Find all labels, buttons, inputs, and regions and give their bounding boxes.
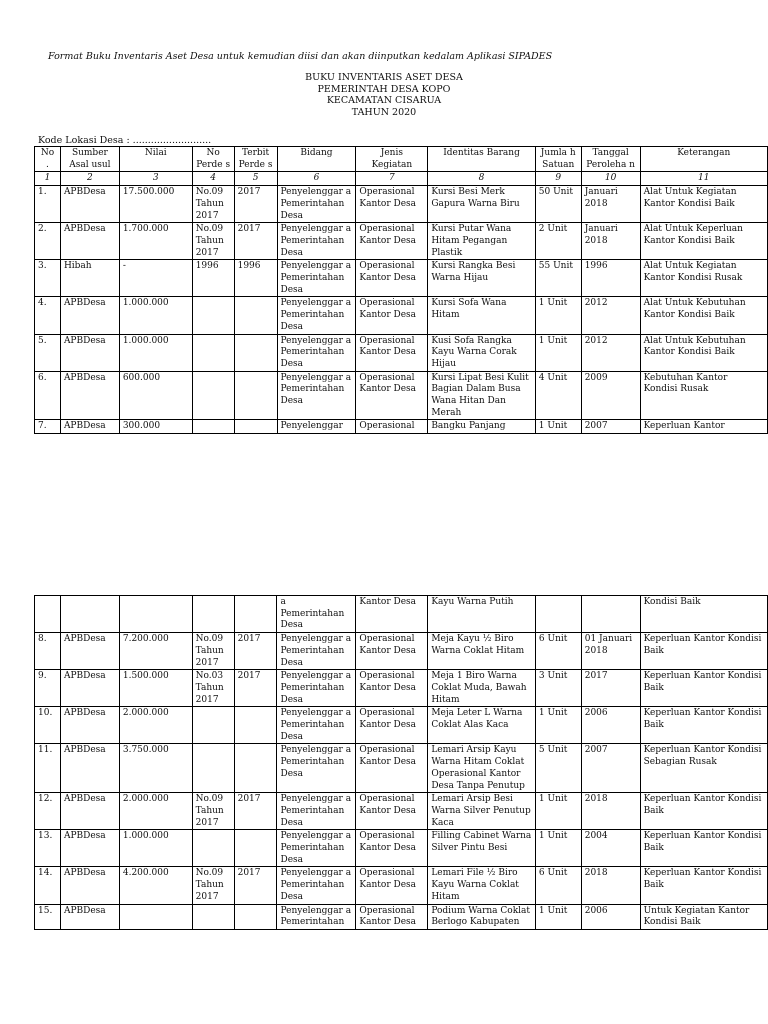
table-cell: Operasional Kantor Desa (356, 186, 428, 223)
table-cell: APBDesa (60, 633, 119, 670)
table-cell: APBDesa (60, 223, 119, 260)
table-cell: 1.000.000 (119, 334, 192, 371)
table-cell (535, 596, 581, 633)
table-cell: 17.500.000 (119, 186, 192, 223)
table-cell: 2.000.000 (119, 707, 192, 744)
table-cell: Kayu Warna Putih (428, 596, 536, 633)
table-cell: Operasional (356, 420, 428, 434)
table-row (35, 371, 768, 420)
table-body (35, 596, 768, 930)
table-cell: 7.200.000 (119, 633, 192, 670)
inventory-table-page-1 (34, 146, 768, 434)
table-row (35, 867, 768, 904)
table-cell: 6 Unit (535, 867, 581, 904)
table-cell (192, 904, 234, 929)
table-cell: Kursi Sofa Wana Hitam (428, 297, 535, 334)
table-cell: Alat Untuk Kebutuhan Kantor Kondisi Baik (640, 297, 767, 334)
table-cell: 1 Unit (535, 793, 581, 830)
table-cell: APBDesa (60, 707, 119, 744)
table-cell: 1 Unit (535, 420, 581, 434)
table-cell: Hibah (60, 260, 119, 297)
table-cell: APBDesa (60, 744, 119, 793)
table-cell: Untuk Kegiatan Kantor Kondisi Baik (640, 904, 767, 929)
table-cell: APBDesa (60, 904, 119, 929)
table-cell (192, 371, 234, 420)
table-cell: Keperluan Kantor Kondisi Baik (640, 830, 767, 867)
table-cell: Penyelenggar a Pemerintahan (277, 904, 356, 929)
table-cell: Meja 1 Biro Warna Coklat Muda, Bawah Hitam (428, 670, 536, 707)
table-row (35, 186, 768, 223)
table-cell: Keperluan Kantor Kondisi Baik (640, 633, 767, 670)
table-cell: Penyelenggar a Pemerintahan Desa (277, 297, 356, 334)
table-cell: Operasional Kantor Desa (356, 260, 428, 297)
table-cell: 5 Unit (535, 744, 581, 793)
table-cell: Lemari File ½ Biro Kayu Warna Coklat Hitam (428, 867, 536, 904)
table-cell (60, 596, 119, 633)
format-note: Format Buku Inventaris Aset Desa untuk kemudian diisi dan akan diinputkan kedalam Aplikasi SIPADES (48, 51, 553, 62)
table-cell: 13. (35, 830, 61, 867)
table-cell: 2.000.000 (119, 793, 192, 830)
header-row (35, 147, 768, 172)
table-cell (192, 596, 234, 633)
table-cell: 2006 (581, 707, 640, 744)
header-cell: No Perde s (192, 147, 234, 172)
table-cell: Alat Untuk Kegiatan Kantor Kondisi Baik (640, 186, 767, 223)
table-cell: No.09 Tahun 2017 (192, 867, 234, 904)
table-cell: APBDesa (60, 297, 119, 334)
table-cell: Penyelenggar a Pemerintahan Desa (277, 260, 356, 297)
inventory-table-page-2 (34, 595, 768, 930)
table-cell: Lemari Arsip Besi Warna Silver Penutup Kaca (428, 793, 536, 830)
table-cell: Kursi Putar Wana Hitam Pegangan Plastik (428, 223, 535, 260)
table-cell: 10. (35, 707, 61, 744)
table-cell: No.09 Tahun 2017 (192, 633, 234, 670)
table-cell: 300.000 (119, 420, 192, 434)
table-cell: No.09 Tahun 2017 (192, 793, 234, 830)
table-row (35, 793, 768, 830)
table-cell (119, 596, 192, 633)
header-cell: No . (35, 147, 61, 172)
table-cell: 2017 (234, 186, 277, 223)
table-cell: Kursi Besi Merk Gapura Warna Biru (428, 186, 535, 223)
table-cell: No.03 Tahun 2017 (192, 670, 234, 707)
table-cell: Penyelenggar a Pemerintahan Desa (277, 830, 356, 867)
table-cell (234, 744, 277, 793)
table-cell: 6 Unit (535, 633, 581, 670)
table-cell: 2017 (234, 670, 277, 707)
table-cell (234, 830, 277, 867)
table-row (35, 334, 768, 371)
table-cell: Penyelenggar a Pemerintahan Desa (277, 633, 356, 670)
table-cell (234, 334, 277, 371)
header-cell: Sumber Asal usul (60, 147, 119, 172)
table-cell: 1 Unit (535, 297, 581, 334)
table-cell (234, 371, 277, 420)
header-cell: Nilai (119, 147, 192, 172)
title-line: BUKU INVENTARIS ASET DESA (305, 72, 463, 83)
table-cell: APBDesa (60, 867, 119, 904)
table-cell: 7. (35, 420, 61, 434)
table-cell: 3.750.000 (119, 744, 192, 793)
table-row (35, 830, 768, 867)
table-cell: Penyelenggar a Pemerintahan Desa (277, 707, 356, 744)
column-number: 4 (192, 172, 234, 186)
table-cell: 2004 (581, 830, 640, 867)
table-cell: Keperluan Kantor (640, 420, 767, 434)
table-cell: 4.200.000 (119, 867, 192, 904)
table-cell (234, 904, 277, 929)
table-cell: APBDesa (60, 186, 119, 223)
table-cell: 11. (35, 744, 61, 793)
table-cell: 1 Unit (535, 334, 581, 371)
table-cell: 1 Unit (535, 904, 581, 929)
table-cell: Operasional Kantor Desa (356, 670, 428, 707)
table-cell: 2012 (581, 297, 640, 334)
table-cell: Kondisi Baik (640, 596, 767, 633)
table-cell: APBDesa (60, 793, 119, 830)
table-cell: Kursi Lipat Besi Kulit Bagian Dalam Busa Wana Hitan Dan Merah (428, 371, 535, 420)
table-cell: APBDesa (60, 371, 119, 420)
column-number-row (35, 172, 768, 186)
table-cell: 55 Unit (535, 260, 581, 297)
table-row (35, 904, 768, 929)
column-number: 3 (119, 172, 192, 186)
table-cell: 2017 (234, 633, 277, 670)
table-cell: Filling Cabinet Warna Silver Pintu Besi (428, 830, 536, 867)
table-cell: Operasional Kantor Desa (356, 633, 428, 670)
table-cell: Alat Untuk Kegiatan Kantor Kondisi Rusak (640, 260, 767, 297)
table-cell: 50 Unit (535, 186, 581, 223)
table-cell: Operasional Kantor Desa (356, 830, 428, 867)
table-cell: Meja Leter L Warna Coklat Alas Kaca (428, 707, 536, 744)
table-cell: 6. (35, 371, 61, 420)
table-cell (35, 596, 61, 633)
table-cell: Penyelenggar a Pemerintahan Desa (277, 371, 356, 420)
table-cell: 2018 (581, 867, 640, 904)
table-cell: Operasional Kantor Desa (356, 793, 428, 830)
document-title (0, 72, 768, 118)
table-cell (234, 420, 277, 434)
table-cell: APBDesa (60, 420, 119, 434)
column-number: 1 (35, 172, 61, 186)
table-cell: Penyelenggar a Pemerintahan Desa (277, 867, 356, 904)
table-cell: APBDesa (60, 670, 119, 707)
table-cell: 3. (35, 260, 61, 297)
table-cell: Operasional Kantor Desa (356, 904, 428, 929)
table-cell (119, 904, 192, 929)
table-row (35, 223, 768, 260)
table-cell: Alat Untuk Kebutuhan Kantor Kondisi Baik (640, 334, 767, 371)
table-body (35, 186, 768, 434)
table-cell: 14. (35, 867, 61, 904)
table-cell: Keperluan Kantor Kondisi Baik (640, 867, 767, 904)
header-cell: Jenis Kegiatan (356, 147, 428, 172)
header-cell: Identitas Barang (428, 147, 535, 172)
table-cell: 1.000.000 (119, 297, 192, 334)
table-cell (192, 744, 234, 793)
table-cell: No.09 Tahun 2017 (192, 186, 234, 223)
table-cell: 2018 (581, 793, 640, 830)
table-cell: 2017 (234, 793, 277, 830)
table-cell: 2017 (581, 670, 640, 707)
table-cell: Operasional Kantor Desa (356, 707, 428, 744)
table-cell: 1.500.000 (119, 670, 192, 707)
table-row (35, 707, 768, 744)
table-cell: Operasional Kantor Desa (356, 867, 428, 904)
table-cell: 1996 (192, 260, 234, 297)
table-cell: a Pemerintahan Desa (277, 596, 356, 633)
table-cell (192, 707, 234, 744)
table-cell: Keperluan Kantor Kondisi Sebagian Rusak (640, 744, 767, 793)
table-cell: Keperluan Kantor Kondisi Baik (640, 670, 767, 707)
column-number: 8 (428, 172, 535, 186)
table-cell: Penyelenggar a Pemerintahan Desa (277, 793, 356, 830)
table-cell: APBDesa (60, 334, 119, 371)
table-cell: No.09 Tahun 2017 (192, 223, 234, 260)
table-cell: 9. (35, 670, 61, 707)
table-cell: 2. (35, 223, 61, 260)
table-cell: Operasional Kantor Desa (356, 334, 428, 371)
table-cell: Operasional Kantor Desa (356, 744, 428, 793)
table-cell: 2 Unit (535, 223, 581, 260)
table-cell: Januari 2018 (581, 223, 640, 260)
table-cell: 3 Unit (535, 670, 581, 707)
table-cell: Meja Kayu ½ Biro Warna Coklat Hitam (428, 633, 536, 670)
table-cell (234, 297, 277, 334)
table-cell: 1 Unit (535, 707, 581, 744)
table-cell: 2009 (581, 371, 640, 420)
table-cell (192, 420, 234, 434)
table-cell: Operasional Kantor Desa (356, 297, 428, 334)
table-cell: Bangku Panjang (428, 420, 535, 434)
table-cell: Kebutuhan Kantor Kondisi Rusak (640, 371, 767, 420)
table-cell: 2012 (581, 334, 640, 371)
table-cell: 1. (35, 186, 61, 223)
table-cell (192, 297, 234, 334)
table-row (35, 670, 768, 707)
table-cell: Podium Warna Coklat Berlogo Kabupaten (428, 904, 536, 929)
table-cell (234, 596, 277, 633)
table-cell: 4. (35, 297, 61, 334)
header-cell: Keterangan (640, 147, 767, 172)
table-cell: Penyelenggar a Pemerintahan Desa (277, 223, 356, 260)
table-cell (192, 830, 234, 867)
table-cell: 01 Januari 2018 (581, 633, 640, 670)
header-cell: Jumla h Satuan (535, 147, 581, 172)
kode-lokasi-desa: Kode Lokasi Desa : .......................... (38, 135, 212, 146)
table-cell: Operasional Kantor Desa (356, 371, 428, 420)
title-line: KECAMATAN CISARUA (326, 95, 442, 106)
table-cell: Januari 2018 (581, 186, 640, 223)
table-cell: 600.000 (119, 371, 192, 420)
table-cell (192, 334, 234, 371)
table-cell: 1.700.000 (119, 223, 192, 260)
table-cell: 1 Unit (535, 830, 581, 867)
column-number: 6 (277, 172, 356, 186)
table-cell: Penyelenggar a Pemerintahan Desa (277, 334, 356, 371)
header-cell: Terbit Perde s (234, 147, 277, 172)
table-cell: Penyelenggar a Pemerintahan Desa (277, 744, 356, 793)
header-cell: Bidang (277, 147, 356, 172)
table-cell (581, 596, 640, 633)
table-row (35, 633, 768, 670)
table-cell: 5. (35, 334, 61, 371)
table-cell: 2007 (581, 420, 640, 434)
table-cell: APBDesa (60, 830, 119, 867)
table-cell: Keperluan Kantor Kondisi Baik (640, 793, 767, 830)
table-cell (234, 707, 277, 744)
table-cell: 2017 (234, 867, 277, 904)
table-cell: Kursi Rangka Besi Warna Hijau (428, 260, 535, 297)
table-row (35, 744, 768, 793)
table-cell: 2017 (234, 223, 277, 260)
table-cell: Lemari Arsip Kayu Warna Hitam Coklat Operasional Kantor Desa Tanpa Penutup (428, 744, 536, 793)
column-number: 10 (581, 172, 640, 186)
table-cell: Alat Untuk Keperluan Kantor Kondisi Baik (640, 223, 767, 260)
table-cell: Keperluan Kantor Kondisi Baik (640, 707, 767, 744)
title-line: TAHUN 2020 (351, 106, 417, 118)
table-cell: 12. (35, 793, 61, 830)
table-cell: 2007 (581, 744, 640, 793)
column-number: 7 (356, 172, 428, 186)
table-cell: Kusi Sofa Rangka Kayu Warna Corak Hijau (428, 334, 535, 371)
table-cell: 1.000.000 (119, 830, 192, 867)
table-cell: 8. (35, 633, 61, 670)
table-cell: - (119, 260, 192, 297)
table-row (35, 260, 768, 297)
table-cell: 2006 (581, 904, 640, 929)
table-cell: Penyelenggar a Pemerintahan Desa (277, 670, 356, 707)
table-cell: Penyelenggar (277, 420, 356, 434)
table-cell: 15. (35, 904, 61, 929)
table-cell: Penyelenggar a Pemerintahan Desa (277, 186, 356, 223)
table-cell: Kantor Desa (356, 596, 428, 633)
column-number: 11 (640, 172, 767, 186)
table-cell: 4 Unit (535, 371, 581, 420)
column-number: 5 (234, 172, 277, 186)
table-cell: Operasional Kantor Desa (356, 223, 428, 260)
table-cell: 1996 (234, 260, 277, 297)
title-line: PEMERINTAH DESA KOPO (317, 83, 451, 95)
column-number: 9 (535, 172, 581, 186)
table-row (35, 297, 768, 334)
table-cell: 1996 (581, 260, 640, 297)
header-cell: Tanggal Peroleha n (581, 147, 640, 172)
column-number: 2 (60, 172, 119, 186)
table-row (35, 420, 768, 434)
table-row (35, 596, 768, 633)
